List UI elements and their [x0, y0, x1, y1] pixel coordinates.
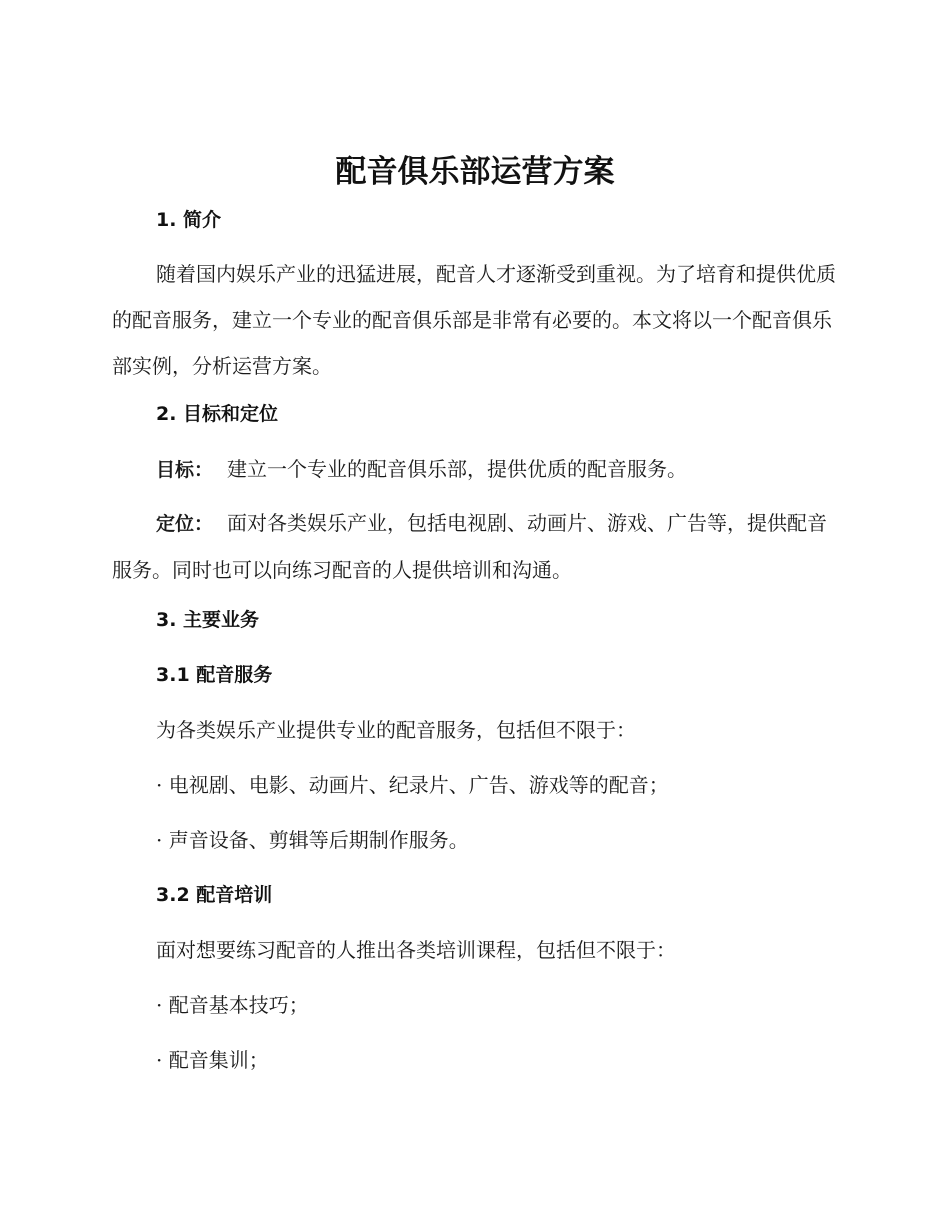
position-paragraph — [112, 500, 840, 593]
section-heading-intro: 1. 简介 — [156, 209, 222, 231]
goal-text: 建立一个专业的配音俱乐部，提供优质的配音服务。 — [227, 457, 688, 481]
position-text: 面对各类娱乐产业，包括电视剧、动画片、游戏、广告等，提供配音服务。同时也可以向练习配音的人提供培训和沟通。 — [112, 511, 828, 582]
position-label: 定位： — [156, 513, 214, 535]
service-list-item: · 电视剧、电影、动画片、纪录片、广告、游戏等的配音； — [156, 773, 669, 797]
section-heading-business: 3. 主要业务 — [156, 609, 260, 631]
subsection-heading-service: 3.1 配音服务 — [156, 664, 273, 686]
training-list-item: · 配音基本技巧； — [156, 993, 309, 1017]
subsection-heading-training: 3.2 配音培训 — [156, 884, 273, 906]
section-heading-goals: 2. 目标和定位 — [156, 403, 279, 425]
training-list-item: · 配音集训； — [156, 1048, 269, 1072]
goal-line — [156, 455, 687, 484]
document-title: 配音俱乐部运营方案 — [335, 154, 615, 190]
service-intro: 为各类娱乐产业提供专业的配音服务，包括但不限于： — [156, 718, 636, 742]
intro-paragraph: 随着国内娱乐产业的迅猛进展，配音人才逐渐受到重视。为了培育和提供优质的配音服务，建立一个专业的配音俱乐部是非常有必要的。本文将以一个配音俱乐部实例，分析运营方案。 — [112, 262, 836, 378]
training-intro: 面对想要练习配音的人推出各类培训课程，包括但不限于： — [156, 938, 676, 962]
service-list-item: · 声音设备、剪辑等后期制作服务。 — [156, 828, 469, 852]
goal-label: 目标： — [156, 459, 214, 481]
